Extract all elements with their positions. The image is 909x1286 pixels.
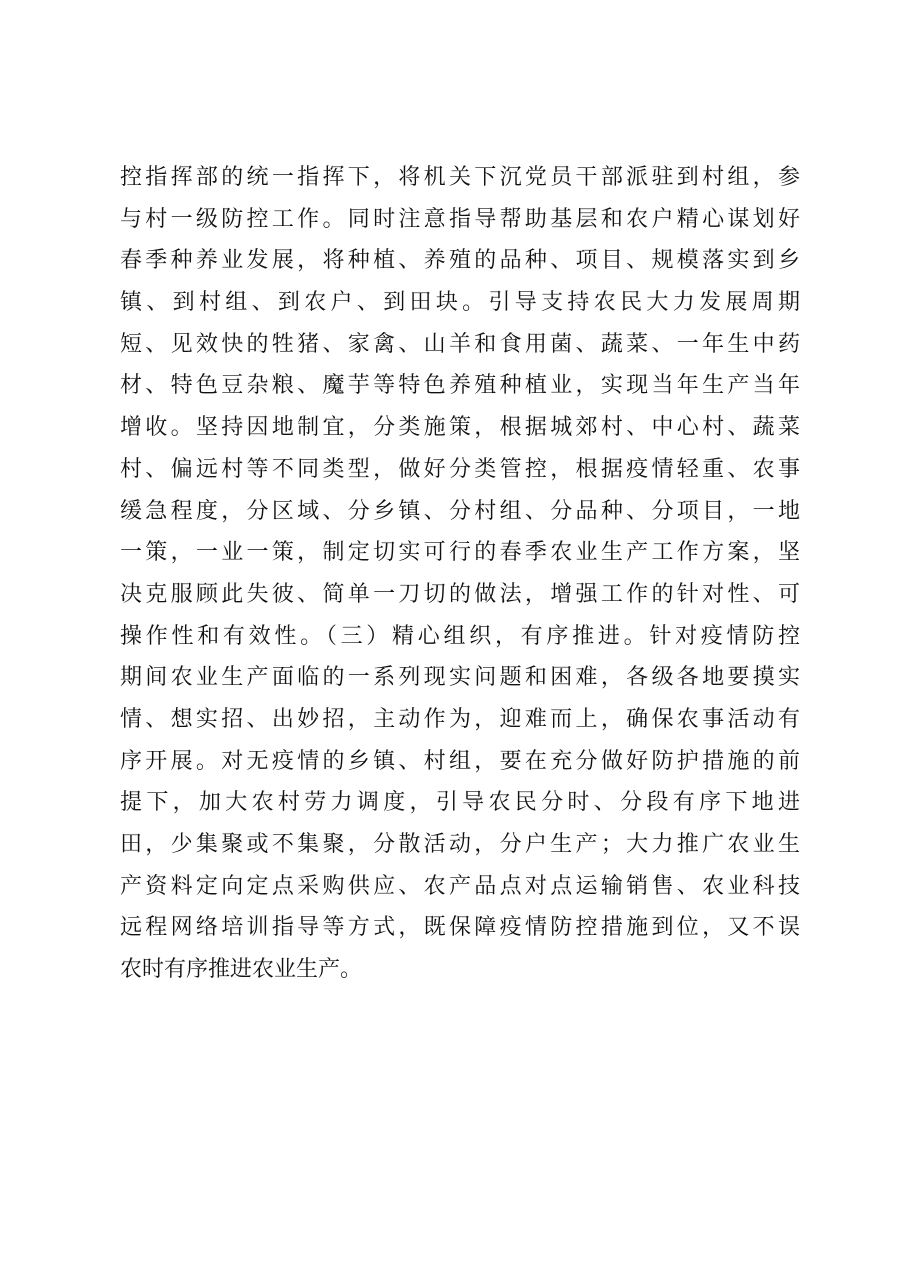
- text-line: 提下，加大农村劳力调度，引导农民分时、分段有序下地进: [120, 790, 800, 816]
- text-line-last: 农时有序推进农业生产。: [120, 957, 363, 983]
- text-line: 序开展。对无疫情的乡镇、村组，要在充分做好防护措施的前: [120, 748, 800, 774]
- text-line: 村、偏远村等不同类型，做好分类管控，根据疫情轻重、农事: [120, 456, 800, 482]
- text-line: 短、见效快的牲猪、家禽、山羊和食用菌、蔬菜、一年生中药: [120, 331, 800, 357]
- text-line: 春季种养业发展，将种植、养殖的品种、项目、规模落实到乡: [120, 248, 800, 274]
- text-line: 情、想实招、出妙招，主动作为，迎难而上，确保农事活动有: [120, 706, 800, 732]
- text-line: 缓急程度，分区域、分乡镇、分村组、分品种、分项目，一地: [120, 498, 800, 524]
- text-line: 操作性和有效性。（三）精心组织，有序推进。针对疫情防控: [120, 623, 800, 649]
- text-line: 控指挥部的统一指挥下，将机关下沉党员干部派驻到村组，参: [120, 165, 800, 190]
- text-line: 镇、到村组、到农户、到田块。引导支持农民大力发展周期: [120, 290, 800, 316]
- text-line: 决克服顾此失彼、简单一刀切的做法，增强工作的针对性、可: [120, 581, 800, 607]
- text-line: 田，少集聚或不集聚，分散活动，分户生产；大力推广农业生: [120, 832, 800, 857]
- text-line: 一策，一业一策，制定切实可行的春季农业生产工作方案，坚: [120, 540, 800, 566]
- text-line: 期间农业生产面临的一系列现实问题和困难，各级各地要摸实: [120, 665, 800, 691]
- text-line: 增收。坚持因地制宜，分类施策，根据城郊村、中心村、蔬菜: [120, 415, 800, 441]
- text-line: 与村一级防控工作。同时注意指导帮助基层和农户精心谋划好: [120, 206, 800, 232]
- text-line: 产资料定向定点采购供应、农产品点对点运输销售、农业科技: [120, 873, 800, 899]
- text-line: 材、特色豆杂粮、魔芋等特色养殖种植业，实现当年生产当年: [120, 373, 800, 399]
- text-line: 远程网络培训指导等方式，既保障疫情防控措施到位，又不误: [120, 915, 800, 941]
- body-paragraph: [120, 157, 800, 991]
